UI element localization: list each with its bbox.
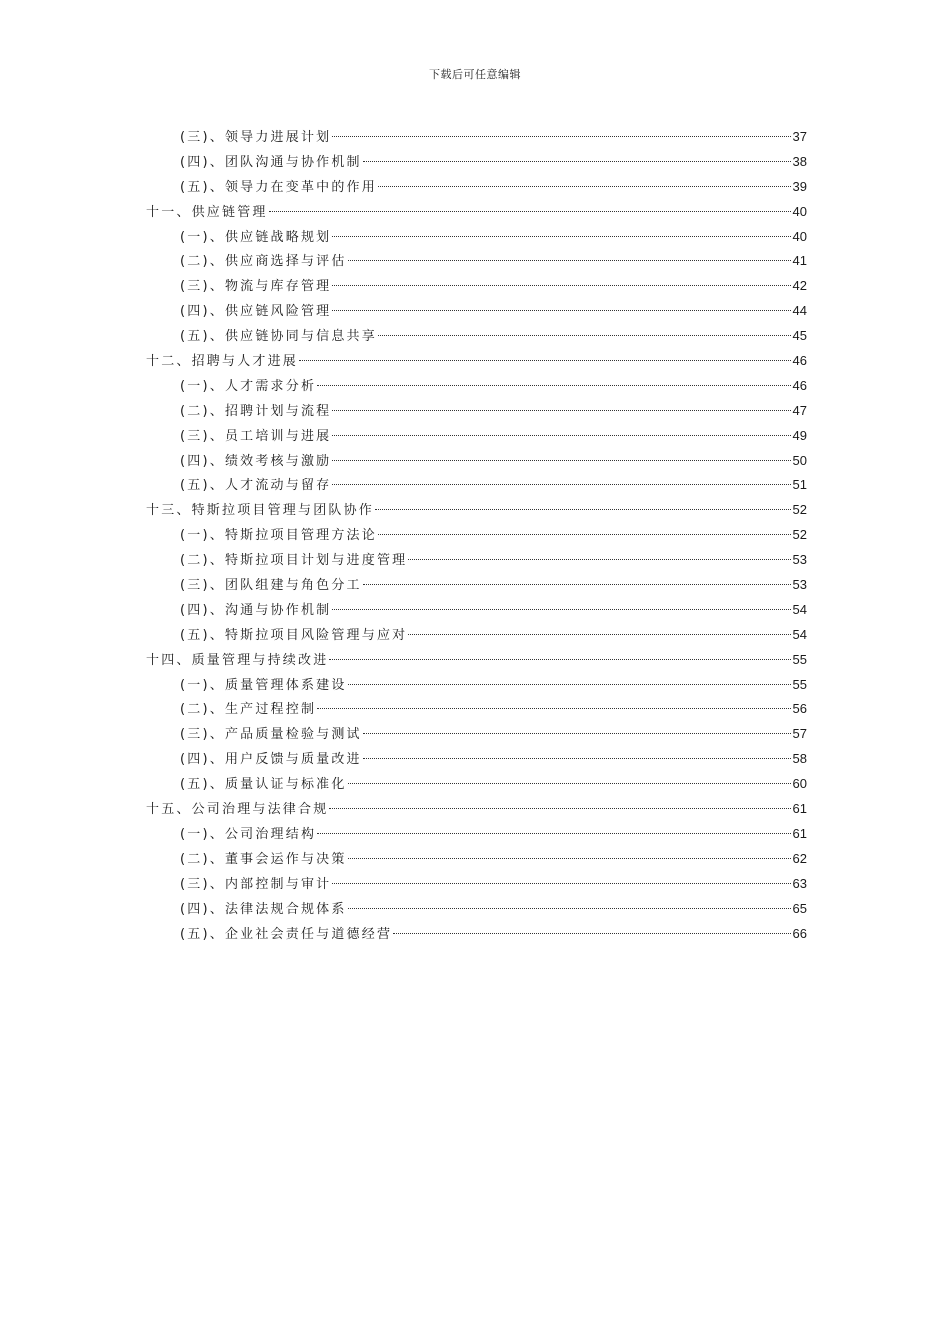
toc-entry-title: (五)、领导力在变革中的作用	[180, 179, 377, 195]
toc-page-number: 63	[792, 875, 807, 891]
toc-page-number: 42	[792, 278, 807, 294]
toc-entry-title: (一)、公司治理结构	[180, 826, 317, 842]
toc-page-number: 54	[792, 626, 807, 642]
toc-entry-title: (五)、企业社会责任与道德经营	[180, 926, 393, 942]
toc-section-entry[interactable]	[146, 249, 807, 274]
toc-entry-title: (二)、董事会运作与决策	[180, 851, 347, 867]
toc-dot-leader	[393, 933, 790, 934]
toc-dot-leader	[378, 534, 791, 535]
toc-entry-title: (四)、法律法规合规体系	[180, 901, 347, 917]
toc-dot-leader	[317, 385, 790, 386]
toc-page-number: 57	[792, 726, 807, 742]
toc-entry-title: (四)、沟通与协作机制	[180, 602, 332, 618]
toc-section-entry[interactable]	[146, 573, 807, 598]
toc-page-number: 53	[792, 577, 807, 593]
toc-dot-leader	[363, 584, 791, 585]
toc-entry-title: (一)、人才需求分析	[180, 378, 317, 394]
toc-page-number: 65	[792, 900, 807, 916]
toc-dot-leader	[332, 285, 790, 286]
toc-page-number: 39	[792, 178, 807, 194]
toc-page-number: 61	[792, 825, 807, 841]
toc-page-number: 38	[792, 153, 807, 169]
toc-page-number: 60	[792, 776, 807, 792]
toc-entry-title: (二)、招聘计划与流程	[180, 403, 332, 419]
toc-entry-title: 十三、特斯拉项目管理与团队协作	[146, 503, 375, 519]
toc-entry-title: (三)、产品质量检验与测试	[180, 727, 362, 743]
toc-page-number: 66	[792, 925, 807, 941]
toc-page-number: 45	[792, 328, 807, 344]
toc-entry-title: (一)、特斯拉项目管理方法论	[180, 528, 377, 544]
toc-page-number: 58	[792, 751, 807, 767]
toc-dot-leader	[348, 858, 791, 859]
toc-chapter-entry[interactable]	[146, 797, 807, 822]
toc-entry-title: (五)、质量认证与标准化	[180, 777, 347, 793]
toc-section-entry[interactable]	[146, 523, 807, 548]
toc-entry-title: (五)、供应链协同与信息共享	[180, 329, 377, 345]
toc-entry-title: (三)、内部控制与审计	[180, 876, 332, 892]
toc-entry-title: (二)、供应商选择与评估	[180, 254, 347, 270]
toc-page-number: 47	[792, 402, 807, 418]
toc-section-entry[interactable]	[146, 125, 807, 150]
toc-entry-title: (四)、绩效考核与激励	[180, 453, 332, 469]
toc-page-number: 53	[792, 552, 807, 568]
toc-page-number: 55	[792, 676, 807, 692]
toc-entry-title: (四)、供应链风险管理	[180, 304, 332, 320]
toc-section-entry[interactable]	[146, 449, 807, 474]
toc-dot-leader	[329, 808, 790, 809]
toc-section-entry[interactable]	[146, 175, 807, 200]
toc-section-entry[interactable]	[146, 548, 807, 573]
toc-page-number: 52	[792, 527, 807, 543]
toc-dot-leader	[317, 833, 790, 834]
toc-dot-leader	[408, 634, 790, 635]
toc-dot-leader	[299, 360, 791, 361]
page-header-note: 下载后可任意编辑	[429, 68, 521, 81]
toc-dot-leader	[363, 758, 791, 759]
toc-section-entry[interactable]	[146, 324, 807, 349]
toc-chapter-entry[interactable]	[146, 200, 807, 225]
toc-entry-title: (五)、特斯拉项目风险管理与应对	[180, 627, 408, 643]
toc-section-entry[interactable]	[146, 822, 807, 847]
toc-dot-leader	[348, 260, 791, 261]
toc-entry-title: (五)、人才流动与留存	[180, 478, 332, 494]
toc-section-entry[interactable]	[146, 299, 807, 324]
toc-page-number: 46	[792, 353, 807, 369]
toc-dot-leader	[332, 609, 790, 610]
toc-dot-leader	[378, 335, 791, 336]
toc-page-number: 37	[792, 129, 807, 144]
toc-dot-leader	[408, 559, 790, 560]
toc-entry-title: (三)、领导力进展计划	[180, 130, 332, 145]
table-of-contents	[146, 125, 807, 946]
toc-dot-leader	[269, 211, 791, 212]
toc-section-entry[interactable]	[146, 399, 807, 424]
toc-page-number: 62	[792, 850, 807, 866]
toc-dot-leader	[332, 435, 790, 436]
toc-dot-leader	[348, 684, 791, 685]
toc-dot-leader	[332, 136, 790, 137]
toc-entry-title: (二)、特斯拉项目计划与进度管理	[180, 553, 408, 569]
toc-entry-title: 十五、公司治理与法律合规	[146, 802, 329, 818]
toc-section-entry[interactable]	[146, 598, 807, 623]
toc-entry-title: 十二、招聘与人才进展	[146, 354, 299, 370]
toc-page-number: 55	[792, 651, 807, 667]
toc-page-number: 49	[792, 427, 807, 443]
toc-entry-title: (一)、质量管理体系建设	[180, 677, 347, 693]
toc-entry-title: (一)、供应链战略规划	[180, 229, 332, 245]
toc-entry-title: (四)、团队沟通与协作机制	[180, 154, 362, 170]
toc-section-entry[interactable]	[146, 922, 807, 947]
toc-section-entry[interactable]	[146, 374, 807, 399]
toc-entry-title: 十四、质量管理与持续改进	[146, 652, 329, 668]
toc-section-entry[interactable]	[146, 623, 807, 648]
toc-page-number: 40	[792, 203, 807, 219]
toc-dot-leader	[332, 484, 790, 485]
toc-dot-leader	[332, 460, 790, 461]
toc-dot-leader	[332, 410, 790, 411]
toc-page-number: 40	[792, 228, 807, 244]
toc-page-number: 46	[792, 377, 807, 393]
toc-chapter-entry[interactable]	[146, 498, 807, 523]
toc-section-entry[interactable]	[146, 150, 807, 175]
toc-dot-leader	[348, 783, 791, 784]
toc-section-entry[interactable]	[146, 274, 807, 299]
toc-chapter-entry[interactable]	[146, 349, 807, 374]
toc-dot-leader	[375, 509, 791, 510]
toc-page-number: 51	[792, 477, 807, 493]
toc-section-entry[interactable]	[146, 424, 807, 449]
toc-entry-title: (二)、生产过程控制	[180, 702, 317, 718]
toc-entry-title: (三)、员工培训与进展	[180, 428, 332, 444]
toc-section-entry[interactable]	[146, 747, 807, 772]
toc-section-entry[interactable]	[146, 697, 807, 722]
toc-dot-leader	[317, 708, 790, 709]
toc-entry-title: (三)、物流与库存管理	[180, 279, 332, 295]
toc-entry-title: 十一、供应链管理	[146, 204, 268, 220]
toc-section-entry[interactable]	[146, 473, 807, 498]
toc-page-number: 41	[792, 253, 807, 269]
toc-dot-leader	[348, 908, 791, 909]
toc-section-entry[interactable]	[146, 722, 807, 747]
toc-section-entry[interactable]	[146, 225, 807, 250]
toc-section-entry[interactable]	[146, 673, 807, 698]
toc-page-number: 56	[792, 701, 807, 717]
toc-page-number: 44	[792, 303, 807, 319]
toc-section-entry[interactable]	[146, 847, 807, 872]
toc-dot-leader	[329, 659, 790, 660]
toc-page-number: 52	[792, 502, 807, 518]
toc-chapter-entry[interactable]	[146, 648, 807, 673]
toc-dot-leader	[363, 161, 791, 162]
toc-section-entry[interactable]	[146, 897, 807, 922]
toc-dot-leader	[332, 883, 790, 884]
toc-page-number: 61	[792, 801, 807, 817]
toc-entry-title: (四)、用户反馈与质量改进	[180, 752, 362, 768]
toc-dot-leader	[332, 310, 790, 311]
toc-page-number: 54	[792, 601, 807, 617]
toc-section-entry[interactable]	[146, 872, 807, 897]
toc-entry-title: (三)、团队组建与角色分工	[180, 578, 362, 594]
toc-page-number: 50	[792, 452, 807, 468]
toc-section-entry[interactable]	[146, 772, 807, 797]
toc-dot-leader	[378, 186, 791, 187]
toc-dot-leader	[363, 733, 791, 734]
toc-dot-leader	[332, 236, 790, 237]
